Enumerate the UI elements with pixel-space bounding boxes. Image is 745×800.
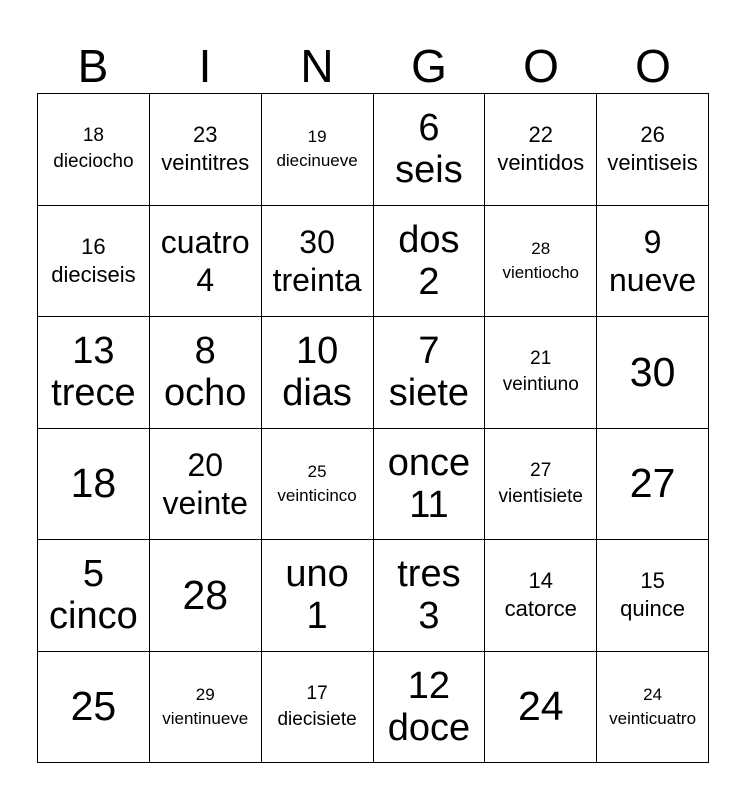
cell-line: 13 [72, 330, 115, 373]
cell-line: trece [51, 372, 136, 415]
bingo-cell [262, 317, 374, 429]
cell-line: dos [398, 218, 460, 261]
bingo-cell [262, 540, 374, 652]
bingo-cell [262, 94, 374, 206]
cell-line: 10 [295, 330, 339, 373]
bingo-cell [485, 206, 597, 318]
header-letter: N [300, 40, 334, 92]
cell-line: veintidos [497, 150, 585, 176]
cell-line: nueve [608, 261, 697, 298]
cell-line: dieciocho [53, 151, 134, 173]
cell-line: treinta [272, 261, 362, 298]
cell-line: 25 [307, 461, 327, 481]
cell-line: 18 [70, 460, 117, 507]
cell-line: 5 [82, 553, 104, 596]
cell-line: 27 [629, 460, 676, 507]
header-letter: O [523, 40, 559, 92]
cell-line: 8 [194, 330, 216, 373]
bingo-cell [374, 652, 486, 764]
bingo-cell [38, 540, 150, 652]
cell-line: 7 [418, 330, 440, 373]
bingo-cell [150, 540, 262, 652]
cell-line: vientiocho [502, 262, 580, 282]
cell-line: cinco [49, 595, 138, 638]
cell-line: 19 [307, 127, 327, 147]
bingo-cell [38, 429, 150, 541]
bingo-cell [262, 429, 374, 541]
bingo-cell [374, 540, 486, 652]
cell-line: 28 [531, 238, 551, 258]
cell-line: 24 [517, 683, 564, 730]
cell-line: once [387, 441, 471, 484]
cell-line: ocho [164, 372, 247, 415]
cell-line: 24 [643, 684, 663, 704]
cell-line: dieciseis [51, 261, 136, 287]
bingo-cell [262, 206, 374, 318]
cell-line: veintiseis [607, 150, 698, 176]
cell-line: 1 [306, 595, 328, 638]
cell-line: veintitres [161, 150, 250, 176]
bingo-cell [150, 94, 262, 206]
cell-line: 25 [70, 683, 117, 730]
cell-line: 3 [418, 595, 440, 638]
cell-line: 26 [640, 122, 665, 148]
header-letter: O [635, 40, 671, 92]
cell-line: 11 [409, 483, 449, 526]
cell-line: 2 [418, 260, 440, 303]
cell-line: 17 [306, 682, 328, 704]
bingo-cell [597, 429, 709, 541]
cell-line: 15 [640, 568, 665, 594]
cell-line: 12 [407, 664, 451, 707]
header-letter: I [198, 40, 212, 92]
cell-line: vientinueve [162, 708, 249, 728]
bingo-grid [37, 93, 709, 763]
cell-line: cuatro [160, 223, 250, 260]
bingo-cell [150, 429, 262, 541]
bingo-cell [597, 94, 709, 206]
cell-line: 30 [299, 223, 335, 260]
cell-line: 27 [530, 459, 552, 481]
bingo-cell [597, 540, 709, 652]
bingo-cell [374, 429, 486, 541]
bingo-cell [485, 317, 597, 429]
cell-line: diecinueve [276, 151, 358, 171]
cell-line: doce [387, 706, 471, 749]
bingo-cell [597, 317, 709, 429]
cell-line: 30 [629, 348, 676, 395]
cell-line: 6 [418, 107, 440, 150]
bingo-cell [485, 429, 597, 541]
cell-line: 4 [196, 261, 215, 298]
cell-line: 29 [195, 684, 215, 704]
cell-line: veinte [162, 484, 248, 521]
bingo-cell [485, 652, 597, 764]
bingo-cell [374, 317, 486, 429]
cell-line: veintiuno [502, 374, 579, 396]
cell-line: tres [397, 553, 461, 596]
cell-line: 18 [82, 125, 104, 147]
bingo-header [37, 38, 709, 94]
bingo-cell [150, 317, 262, 429]
header-letter: G [411, 40, 447, 92]
bingo-cell [38, 94, 150, 206]
cell-line: 16 [81, 233, 106, 259]
cell-line: veinticuatro [609, 708, 697, 728]
header-letter: B [77, 40, 109, 92]
cell-line: 28 [182, 571, 229, 618]
bingo-cell [374, 206, 486, 318]
cell-line: diecisiete [277, 708, 357, 730]
cell-line: 22 [528, 122, 553, 148]
bingo-cell [262, 652, 374, 764]
cell-line: 20 [187, 446, 224, 483]
cell-line: seis [395, 149, 463, 192]
cell-line: 9 [643, 223, 662, 260]
cell-line: dias [282, 372, 352, 415]
bingo-cell [374, 94, 486, 206]
cell-line: siete [388, 372, 470, 415]
bingo-cell [150, 652, 262, 764]
cell-line: veinticinco [277, 485, 357, 505]
cell-line: 23 [193, 122, 218, 148]
bingo-cell [485, 94, 597, 206]
cell-line: vientisiete [498, 485, 583, 507]
bingo-cell [38, 652, 150, 764]
bingo-cell [597, 652, 709, 764]
cell-line: catorce [504, 596, 577, 622]
bingo-cell [38, 206, 150, 318]
cell-line: uno [285, 553, 349, 596]
bingo-cell [485, 540, 597, 652]
cell-line: 21 [530, 348, 552, 370]
cell-line: 14 [528, 568, 553, 594]
cell-line: quince [620, 596, 685, 622]
bingo-cell [38, 317, 150, 429]
bingo-cell [597, 206, 709, 318]
bingo-cell [150, 206, 262, 318]
